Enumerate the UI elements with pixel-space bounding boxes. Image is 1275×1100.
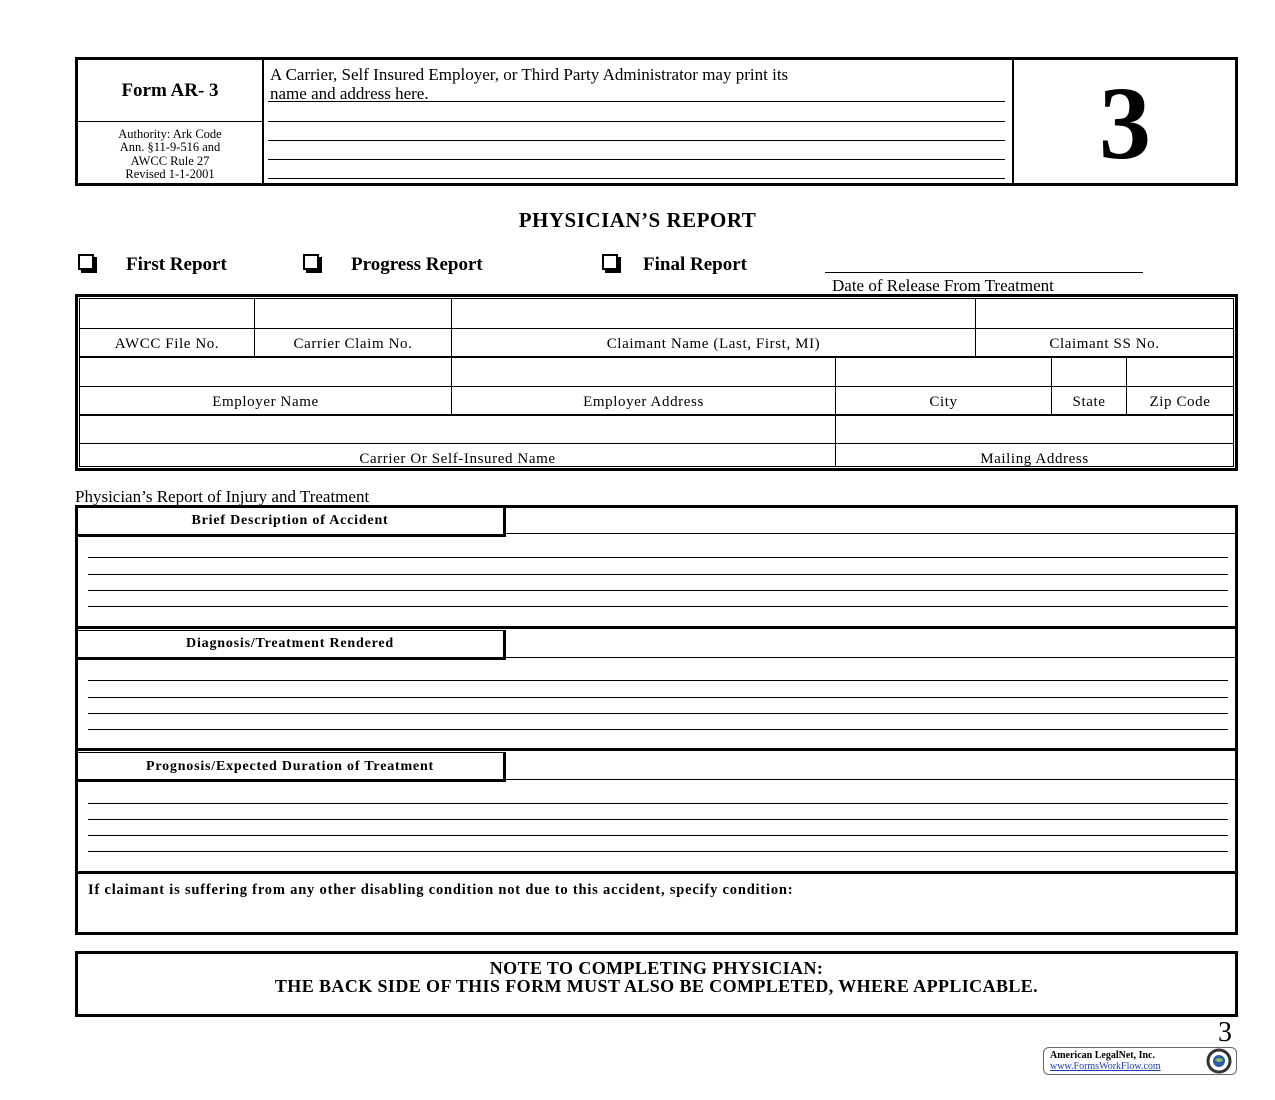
diagnosis-line[interactable] <box>88 697 1228 698</box>
table-rule <box>79 386 1234 387</box>
carrier-name-field[interactable] <box>80 415 835 443</box>
progress-report-checkbox[interactable] <box>303 254 319 270</box>
publisher-url[interactable]: www.FormsWorkFlow.com <box>1050 1061 1161 1072</box>
header-form-divider <box>77 121 263 122</box>
section-divider <box>77 748 1236 751</box>
claimant-name-label: Claimant Name (Last, First, MI) <box>606 336 821 352</box>
page-title: PHYSICIAN’S REPORT <box>518 208 757 232</box>
table-rule <box>79 443 1234 444</box>
other-condition-label: If claimant is suffering from any other disabling condition not due to this accident, specify condition: <box>88 882 794 898</box>
release-date-field[interactable] <box>825 272 1143 273</box>
release-date-label: Date of Release From Treatment <box>832 276 1054 295</box>
authority-line: AWCC Rule 27 <box>130 153 210 168</box>
note-line1: NOTE TO COMPLETING PHYSICIAN: <box>489 958 824 978</box>
diagnosis-header-rule <box>506 657 1236 658</box>
prognosis-line[interactable] <box>88 835 1228 836</box>
prognosis-line[interactable] <box>88 851 1228 852</box>
note-line2: THE BACK SIDE OF THIS FORM MUST ALSO BE COMPLETED, WHERE APPLICABLE. <box>274 976 1039 996</box>
authority-line: Ann. §11-9-516 and <box>119 140 221 155</box>
state-field[interactable] <box>1052 357 1126 386</box>
form-big-number: 3 <box>1099 66 1151 181</box>
awcc-file-no-field[interactable] <box>80 299 254 328</box>
carrier-note-line1: A Carrier, Self Insured Employer, or Third Party Administrator may print its <box>270 65 789 84</box>
claimant-name-field[interactable] <box>452 299 975 328</box>
publisher-badge[interactable] <box>1043 1047 1237 1075</box>
globe-logo-icon <box>1206 1048 1232 1074</box>
diagnosis-line[interactable] <box>88 680 1228 681</box>
injury-section-title: Physician’s Report of Injury and Treatment <box>75 487 370 506</box>
accident-line[interactable] <box>88 590 1228 591</box>
first-report-label: First Report <box>126 254 227 275</box>
final-report-checkbox[interactable] <box>602 254 618 270</box>
mailing-address-label: Mailing Address <box>980 451 1089 467</box>
carrier-name-line[interactable] <box>268 121 1005 122</box>
employer-name-field[interactable] <box>80 357 451 386</box>
progress-report-label: Progress Report <box>351 254 483 275</box>
carrier-name-line[interactable] <box>268 178 1005 179</box>
claimant-ss-label: Claimant SS No. <box>1049 336 1160 352</box>
authority-line: Revised 1-1-2001 <box>125 166 215 181</box>
publisher-name: American LegalNet, Inc. <box>1050 1050 1155 1061</box>
zip-code-field[interactable] <box>1127 357 1233 386</box>
diagnosis-label: Diagnosis/Treatment Rendered <box>186 636 394 651</box>
diagnosis-line[interactable] <box>88 713 1228 714</box>
awcc-file-no-label: AWCC File No. <box>114 336 220 352</box>
carrier-name-label: Carrier Or Self-Insured Name <box>359 451 556 467</box>
carrier-name-line[interactable] <box>268 140 1005 141</box>
claimant-ss-field[interactable] <box>976 299 1233 328</box>
carrier-note-line2: name and address here. <box>270 84 429 103</box>
section-divider <box>77 871 1236 874</box>
zip-code-label: Zip Code <box>1149 394 1211 410</box>
carrier-name-line[interactable] <box>268 159 1005 160</box>
city-label: City <box>929 394 958 410</box>
carrier-claim-no-field[interactable] <box>255 299 451 328</box>
state-label: State <box>1072 394 1106 410</box>
prognosis-label: Prognosis/Expected Duration of Treatment <box>145 759 434 774</box>
first-report-checkbox[interactable] <box>78 254 94 270</box>
other-condition-field[interactable] <box>80 900 1234 930</box>
city-field[interactable] <box>836 357 1051 386</box>
carrier-claim-no-label: Carrier Claim No. <box>293 336 413 352</box>
diagnosis-line[interactable] <box>88 729 1228 730</box>
carrier-name-line[interactable] <box>268 101 1005 102</box>
accident-line[interactable] <box>88 557 1228 558</box>
employer-address-label: Employer Address <box>583 394 704 410</box>
authority-line: Authority: Ark Code <box>118 127 222 141</box>
authority-text <box>77 128 263 181</box>
prognosis-line[interactable] <box>88 803 1228 804</box>
prognosis-line[interactable] <box>88 819 1228 820</box>
employer-address-field[interactable] <box>452 357 835 386</box>
accident-header-rule <box>506 533 1236 534</box>
page-number: 3 <box>1218 1017 1232 1048</box>
accident-line[interactable] <box>88 606 1228 607</box>
employer-name-label: Employer Name <box>212 394 319 410</box>
table-rule <box>79 328 1234 329</box>
section-divider <box>77 626 1236 629</box>
final-report-label: Final Report <box>643 254 747 275</box>
accident-label: Brief Description of Accident <box>191 513 389 528</box>
accident-line[interactable] <box>88 574 1228 575</box>
mailing-address-field[interactable] <box>836 415 1233 443</box>
prognosis-header-rule <box>506 779 1236 780</box>
form-name: Form AR- 3 <box>121 80 219 101</box>
